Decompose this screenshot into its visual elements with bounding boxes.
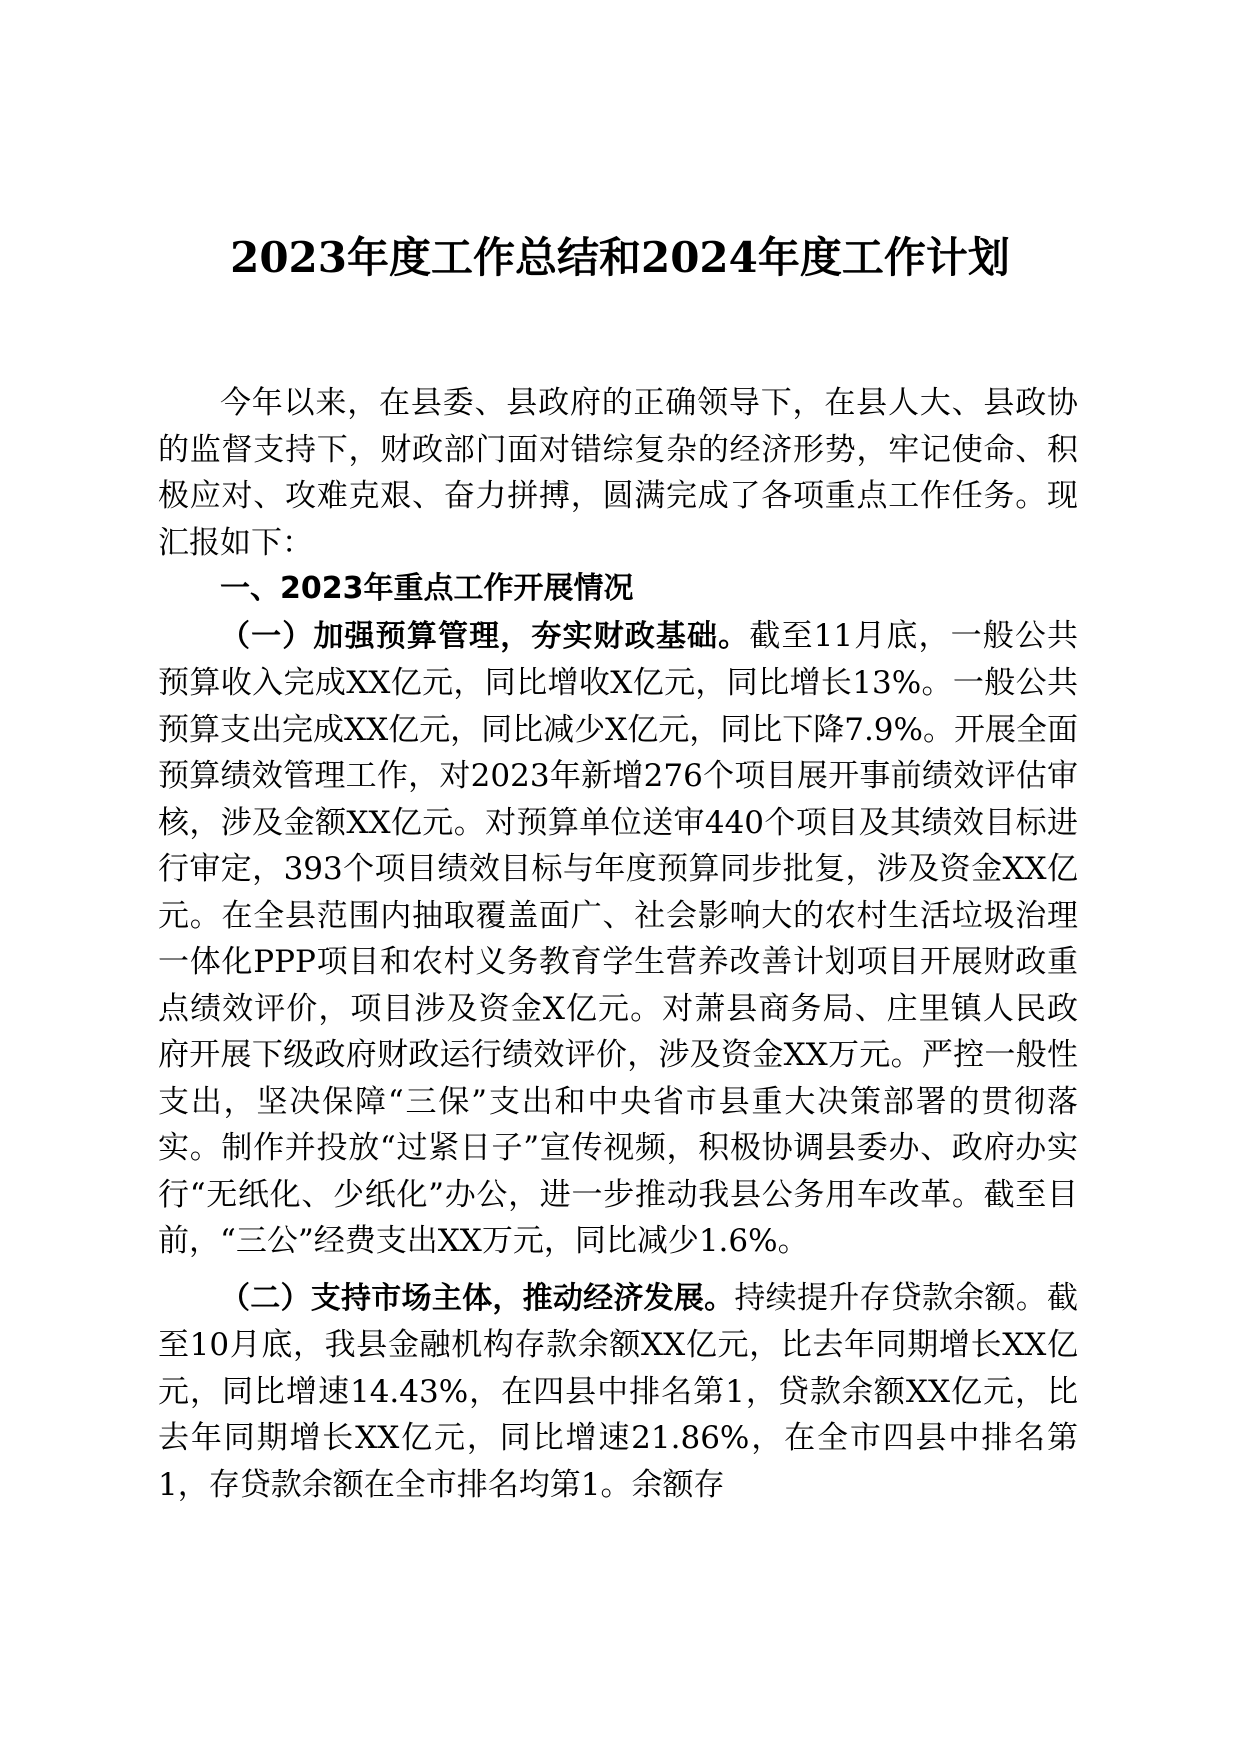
subsection-1-lead: （一）加强预算管理，夯实财政基础。: [220, 618, 750, 654]
document-title: 2023年度工作总结和2024年度工作计划: [230, 233, 1010, 282]
subsection-2-body: 持续提升存贷款余额。截至10月底，我县金融机构存款余额XX亿元，比去年同期增长XX亿元，同比增速14.43%，在四县中排名第1，贷款余额XX亿元，比去年同期增长XX亿元，同比增速21.86%，在全市四县中排名第1，存贷款余额在全市排名均第1。余额存: [158, 1279, 1079, 1503]
document-body: [158, 380, 1078, 1508]
subsection-2-paragraph: [158, 1275, 1078, 1509]
subsection-2-lead: （二）支持市场主体，推动经济发展。: [220, 1280, 735, 1316]
subsection-1-paragraph: [158, 613, 1078, 1265]
subsection-1-body: 截至11月底，一般公共预算收入完成XX亿元，同比增收X亿元，同比增长13%。一般公共预算支出完成XX亿元，同比减少X亿元，同比下降7.9%。开展全面预算绩效管理工作，对2023年新增276个项目展开事前绩效评估审核，涉及金额XX亿元。对预算单位送审440个项目及其绩效目标进行审定，393个项目绩效目标与年度预算同步批复，涉及资金XX亿元。在全县范围内抽取覆盖面广、社会影响大的农村生活垃圾治理一体化PPP项目和农村义务教育学生营养改善计划项目开展财政重点绩效评价，项目涉及资金X亿元。对萧县商务局、庄里镇人民政府开展下级政府财政运行绩效评价，涉及资金XX万元。严控一般性支出，坚决保障“三保”支出和中央省市县重大决策部署的贯彻落实。制作并投放“过紧日子”宣传视频，积极协调县委办、政府办实行“无纸化、少纸化”办公，进一步推动我县公务用车改革。截至目前，“三公”经费支出XX万元，同比减少1.6%。: [158, 617, 1079, 1259]
intro-paragraph: 今年以来，在县委、县政府的正确领导下，在县人大、县政协的监督支持下，财政部门面对错综复杂的经济形势，牢记使命、积极应对、攻难克艰、奋力拼搏，圆满完成了各项重点工作任务。现汇报如下：: [158, 385, 1078, 561]
section-heading: 一、2023年重点工作开展情况: [220, 571, 634, 606]
